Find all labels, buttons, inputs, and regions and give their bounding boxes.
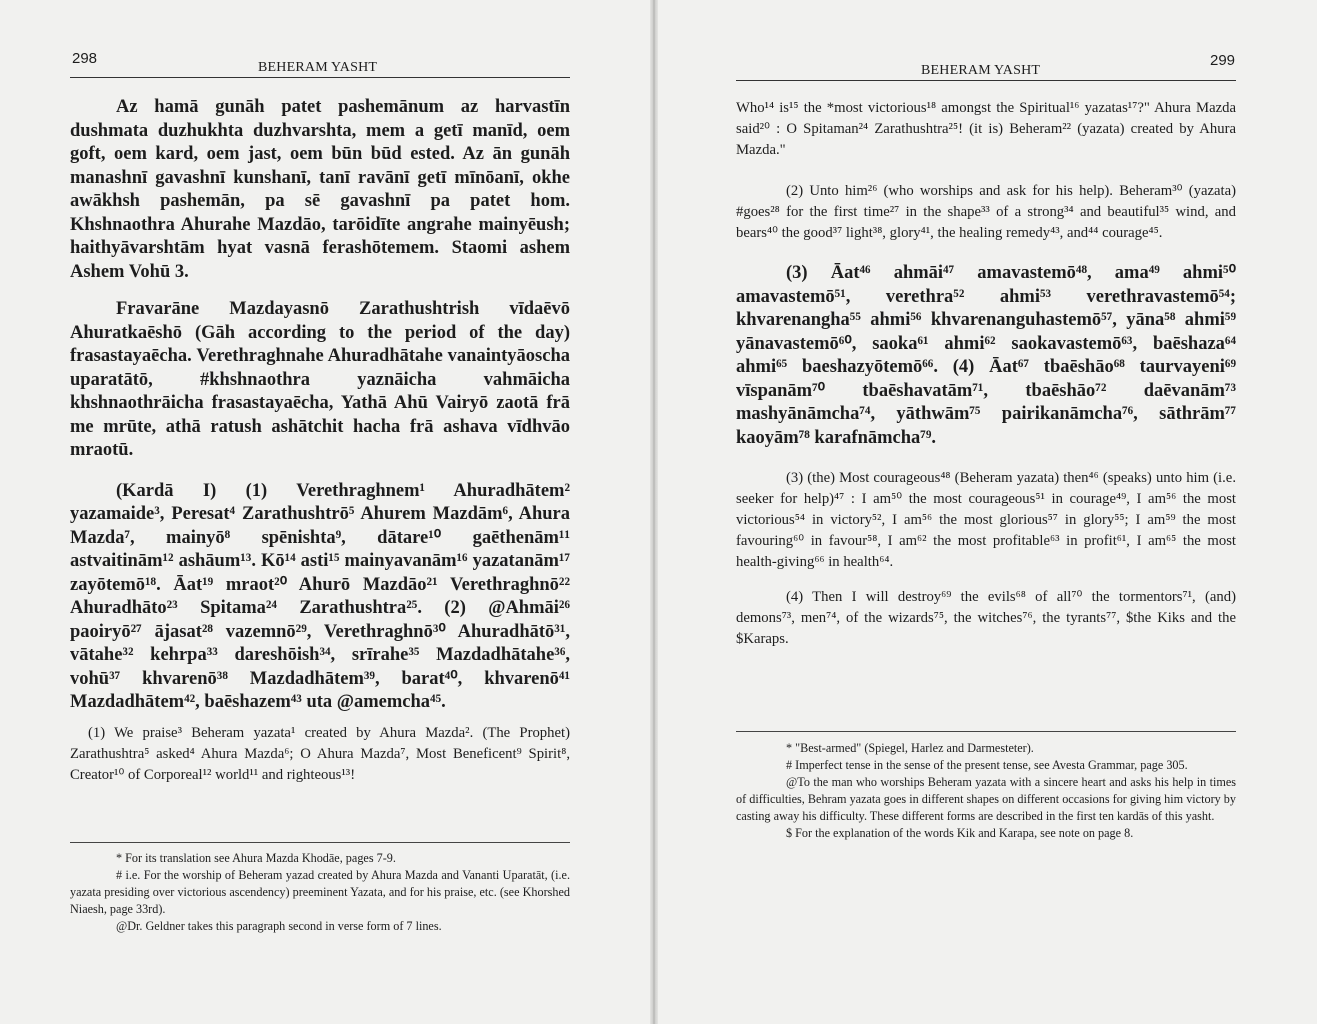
footnote-rule bbox=[736, 731, 1236, 732]
left-text-column bbox=[70, 96, 570, 786]
header-rule bbox=[70, 77, 570, 78]
footnote: * "Best-armed" (Spiegel, Harlez and Darmesteter). bbox=[786, 741, 1034, 755]
right-footnotes bbox=[736, 740, 1236, 842]
translation-paragraph: (1) We praise³ Beheram yazata¹ created by Ahura Mazda². (The Prophet) Zarathushtra⁵ asked⁴ Ahura Mazda⁶; O Ahura Mazda⁷, Most Beneficent⁹ Spirit⁸, Creator¹⁰ of Corporeal¹² world¹¹ and righteous¹³! bbox=[70, 724, 570, 783]
footnote: * For its translation see Ahura Mazda Khodāe, pages 7-9. bbox=[116, 851, 396, 865]
page-number: 298 bbox=[72, 50, 98, 67]
footnote-rule bbox=[70, 842, 570, 843]
footnote: @To the man who worships Beheram yazata with a sincere heart and asks his help in times of difficulties, Behram yazata goes in different shapes on different occasions for giving him victory by casting away his difficulty. These different forms are described in the first ten kardās of this yasht. bbox=[736, 775, 1236, 823]
footnote: @Dr. Geldner takes this paragraph second in verse form of 7 lines. bbox=[116, 919, 442, 933]
left-page bbox=[0, 0, 656, 1024]
header-rule bbox=[736, 80, 1236, 81]
avesta-paragraph: (3) Āat⁴⁶ ahmāi⁴⁷ amavastemō⁴⁸, ama⁴⁹ ahmi⁵⁰ amavastemō⁵¹, verethra⁵² ahmi⁵³ verethravastemō⁵⁴; khvarenangha⁵⁵ ahmi⁵⁶ khvarenanguhastemō⁵⁷, yāna⁵⁸ ahmi⁵⁹ yānavastemō⁶⁰, saoka⁶¹ ahmi⁶² saokavastemō⁶³, baēshaza⁶⁴ ahmi⁶⁵ baeshazyōtemō⁶⁶. (4) Āat⁶⁷ tbaēshāo⁶⁸ taurvayeni⁶⁹ vīspanām⁷⁰ tbaēshavatām⁷¹, tbaēshāo⁷² daēvanām⁷³ mashyānāmcha⁷⁴, yāthwām⁷⁵ pairikanāmcha⁷⁶, sāthrām⁷⁷ kaoyām⁷⁸ karafnāmcha⁷⁹. bbox=[736, 263, 1236, 448]
left-footnotes bbox=[70, 850, 570, 935]
footnote: $ For the explanation of the words Kik and Karapa, see note on page 8. bbox=[786, 826, 1134, 840]
footnote: # Imperfect tense in the sense of the present tense, see Avesta Grammar, page 305. bbox=[786, 758, 1188, 772]
avesta-paragraph: (Kardā I) (1) Verethraghnem¹ Ahuradhātem² yazamaide³, Peresat⁴ Zarathushtrō⁵ Ahurem Mazdām⁶, Ahura Mazda⁷, mainyō⁸ spēnishta⁹, dātare¹⁰ gaēthenām¹¹ astvaitinām¹² ashāum¹³. Kō¹⁴ asti¹⁵ mainyavanām¹⁶ yazatanām¹⁷ zayōtemō¹⁸. Āat¹⁹ mraot²⁰ Ahurō Mazdāo²¹ Verethraghnō²² Ahuradhāto²³ Spitama²⁴ Zarathushtra²⁵. (2) @Ahmāi²⁶ paoiryō²⁷ ājasat²⁸ vazemnō²⁹, Verethraghnō³⁰ Ahuradhātō³¹, vātahe³² kehrpa³³ dareshōish³⁴, srīrahe³⁵ Mazdadhātahe³⁶, vohū³⁷ khvarenō³⁸ Mazdadhātem³⁹, barat⁴⁰, khvarenō⁴¹ Mazdadhātem⁴², baēshazem⁴³ uta @amemcha⁴⁵. bbox=[70, 480, 570, 712]
translation-paragraph: (2) Unto him²⁶ (who worships and ask for his help). Beheram³⁰ (yazata) #goes²⁸ for the first time²⁷ in the shape³³ of a strong³⁴ and beautiful³⁵ wind, and bears⁴⁰ the good³⁷ light³⁸, glory⁴¹, the healing remedy⁴³, and⁴⁴ courage⁴⁵. bbox=[736, 183, 1236, 241]
avesta-paragraph: Fravarāne Mazdayasnō Zarathushtrish vīdaēvō Ahuratkaēshō (Gāh according to the period of the day) frasastayaēcha. Verethraghnahe Ahuradhātahe vanaintyāoscha uparatātō, #khshnaothra yaznāicha vahmāicha khshnaothrāicha frasastayaēcha, Yathā Ahū Vairyō zaotā frā me mrūte, athā ratush ashātchit hacha frā ashava vīdhvāo mraotū. bbox=[70, 299, 570, 460]
right-text-column bbox=[736, 98, 1236, 650]
running-head: BEHERAM YASHT bbox=[258, 60, 378, 75]
footnote: # i.e. For the worship of Beheram yazad created by Ahura Mazda and Vananti Uparatāt, (i.e. yazata presiding over victorious ascendency) preeminent Yazata, and for his praise, etc. (see Khorshed Niaesh, page 33rd). bbox=[70, 868, 570, 916]
avesta-paragraph: Az hamā gunāh patet pashemānum az harvastīn dushmata duzhukhta duzhvarshta, mem a getī manīd, oem goft, oem kard, oem jast, oem būn būd ested. Az ān gunāh manashnī gavashnī kunshanī, tanī ravānī getī mīnōanī, okhe awākhsh pashemān, pa sē gavashnī pa patet hom. Khshnaothra Ahurahe Mazdāo, tarōidīte angrahe mainyēush; haithyāvarshtām hyat vasnā ferashōtemem. Staomi ashem Ashem Vohū 3. bbox=[70, 97, 570, 282]
page-number: 299 bbox=[1210, 52, 1236, 69]
translation-paragraph: (4) Then I will destroy⁶⁹ the evils⁶⁸ of all⁷⁰ the tormentors⁷¹, (and) demons⁷³, men⁷⁴, of the wizards⁷⁵, the witches⁷⁶, the tyrants⁷⁷, $the Kiks and the $Karaps. bbox=[736, 589, 1236, 647]
translation-paragraph: Who¹⁴ is¹⁵ the *most victorious¹⁸ amongst the Spiritual¹⁶ yazatas¹⁷?" Ahura Mazda said²⁰ : O Spitaman²⁴ Zarathushtra²⁵! (it is) Beheram²² (yazata) created by Ahura Mazda." bbox=[736, 100, 1236, 158]
translation-paragraph: (3) (the) Most courageous⁴⁸ (Beheram yazata) then⁴⁶ (speaks) unto him (i.e. seeker for help)⁴⁷ : I am⁵⁰ the most courageous⁵¹ in courage⁴⁹, I am⁵⁶ the most victorious⁵⁴ in victory⁵², I am⁵⁶ the most glorious⁵⁷ in glory⁵⁵; I am⁵⁹ the most favouring⁶⁰ in favour⁵⁸, I am⁶² the most profitable⁶³ in profit⁶¹, I am⁶⁵ the most health-giving⁶⁶ in health⁶⁴. bbox=[736, 470, 1236, 570]
running-head: BEHERAM YASHT bbox=[921, 63, 1041, 78]
right-page bbox=[656, 0, 1317, 1024]
